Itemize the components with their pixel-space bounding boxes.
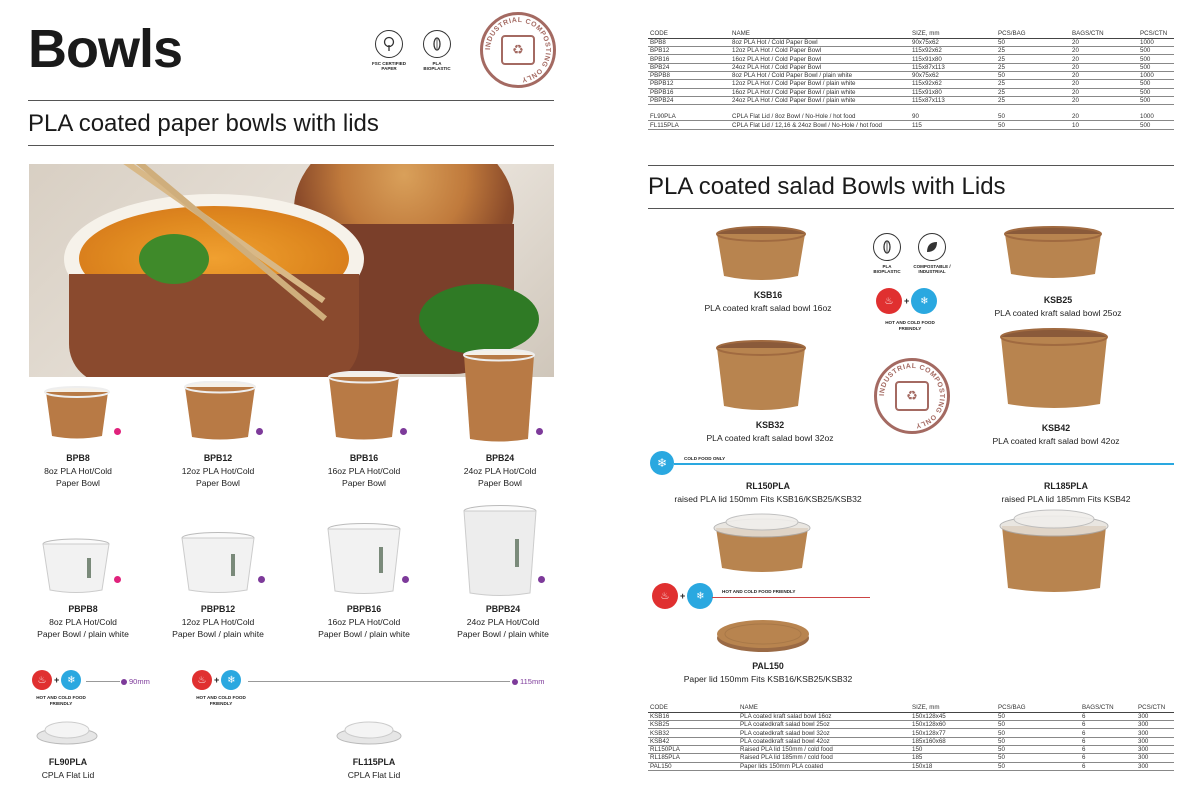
table-row (648, 88, 1174, 96)
hot-food-icon: ♨ (876, 288, 902, 314)
table-cell: 50 (996, 721, 1080, 729)
table-cell: 20 (1070, 63, 1138, 71)
product-desc: CPLA Flat Lid (347, 769, 401, 780)
plus-icon: + (904, 296, 910, 306)
plus-icon: + (680, 591, 686, 601)
table-cell: CPLA Flat Lid / 12,16 & 24oz Bowl / No-Hole / hot food (730, 121, 910, 129)
table-cell: 1000 (1138, 38, 1174, 46)
table-cell: BPB12 (648, 47, 730, 55)
table-cell: 16oz PLA Hot / Cold Paper Bowl / plain white (730, 88, 910, 96)
table-cell: 20 (1070, 88, 1138, 96)
col-header: PCS/BAG (996, 704, 1080, 712)
hot-food-icon: ♨ (652, 583, 678, 609)
corn-icon (423, 30, 451, 58)
product-bpb8 (28, 452, 128, 490)
product-pbpb24 (448, 603, 558, 641)
size-dot (256, 428, 263, 435)
table-cell: 300 (1136, 737, 1174, 745)
table-cell: 90x75x62 (910, 38, 996, 46)
table-row (648, 47, 1174, 55)
table-row (648, 745, 1174, 753)
table-row (648, 762, 1174, 770)
product-desc: CPLA Flat Lid (41, 769, 95, 780)
bowl-pbpb12-image (181, 532, 255, 594)
table-cell: 6 (1080, 762, 1136, 770)
product-desc: 12oz PLA Hot/Cold (181, 616, 255, 627)
table-cell: PLA coatedkraft salad bowl 42oz (738, 737, 910, 745)
fsc-cert-badge (372, 30, 406, 72)
hot-cold-badge (652, 583, 713, 609)
table-cell: 300 (1136, 721, 1174, 729)
table-cell: 50 (996, 38, 1070, 46)
table-cell: Raised PLA lid 185mm / cold food (738, 754, 910, 762)
col-header: SIZE, mm (910, 30, 996, 38)
table-cell: 20 (1070, 71, 1138, 79)
plus-icon: + (214, 675, 220, 685)
product-desc: raised PLA lid 150mm Fits KSB16/KSB25/KSB32 (674, 493, 862, 504)
table-cell: 6 (1080, 721, 1136, 729)
hot-food-icon: ♨ (32, 670, 52, 690)
table-row (648, 737, 1174, 745)
table-cell: 50 (996, 71, 1070, 79)
table-row (648, 80, 1174, 88)
col-header: PCS/CTN (1138, 30, 1174, 38)
table-cell: 50 (996, 121, 1070, 129)
compostable-cert-badge (912, 233, 952, 275)
table-cell: PAL150 (648, 762, 738, 770)
col-header: NAME (730, 30, 910, 38)
table-cell: BPB8 (648, 38, 730, 46)
table-cell: 1000 (1138, 113, 1174, 121)
product-pbpb16 (309, 603, 419, 641)
table-cell: BPB16 (648, 55, 730, 63)
product-code: KSB42 (1041, 423, 1071, 433)
cert-label: FSC CERTIFIED PAPER (372, 61, 407, 72)
table-row (648, 113, 1174, 121)
table-row (648, 754, 1174, 762)
size-tag-115 (512, 677, 544, 686)
table-cell: 150 (910, 745, 996, 753)
table-row (648, 38, 1174, 46)
raised-lid-185-image (998, 506, 1110, 596)
table-cell: 50 (996, 113, 1070, 121)
table-cell: 6 (1080, 729, 1136, 737)
stamp-text: INDUSTRIAL COMPOSTING ONLY (878, 362, 946, 429)
recycle-icon: ♻ (895, 381, 929, 411)
product-ksb25 (968, 294, 1148, 319)
product-fl90pla (18, 756, 118, 781)
table-cell: KSB25 (648, 721, 738, 729)
product-code: PBPB12 (200, 604, 236, 614)
table-row (648, 63, 1174, 71)
snowflake-icon: ❄ (650, 451, 674, 475)
plus-icon: + (54, 675, 60, 685)
snowflake-icon: ❄ (221, 670, 241, 690)
product-code: RL150PLA (746, 481, 790, 491)
table-cell: 20 (1070, 113, 1138, 121)
table-cell: Paper lids 150mm PLA coated (738, 762, 910, 770)
product-desc: 8oz PLA Hot/Cold (49, 616, 117, 627)
product-code: PBPB8 (68, 604, 98, 614)
product-desc: 8oz PLA Hot/Cold (44, 465, 112, 476)
product-desc: Paper Bowl (342, 478, 386, 489)
spec-table-salad (648, 704, 1174, 771)
table-row (648, 721, 1174, 729)
hot-cold-line (712, 597, 870, 598)
page-title: Bowls (28, 19, 183, 79)
product-fl115pla (324, 756, 424, 781)
table-cell: 24oz PLA Hot / Cold Paper Bowl / plain white (730, 96, 910, 104)
snowflake-icon: ❄ (687, 583, 713, 609)
recycle-icon: ♻ (501, 35, 535, 65)
product-code: BPB24 (485, 453, 515, 463)
divider (648, 165, 1174, 166)
product-code: RL185PLA (1044, 481, 1088, 491)
table-cell: 500 (1138, 47, 1174, 55)
table-cell: 50 (996, 762, 1080, 770)
size-dot-icon (121, 679, 127, 685)
product-pal150 (658, 660, 878, 685)
table-cell: 300 (1136, 745, 1174, 753)
table-spacer-row (648, 105, 1174, 113)
table-cell: 25 (996, 47, 1070, 55)
product-desc: 16oz PLA Hot/Cold (327, 616, 401, 627)
product-desc: raised PLA lid 185mm Fits KSB42 (1001, 493, 1131, 504)
size-dot (538, 576, 545, 583)
table-cell: PBPB12 (648, 80, 730, 88)
product-desc: PLA coated kraft salad bowl 25oz (994, 307, 1122, 318)
product-pbpb12 (163, 603, 273, 641)
product-desc: 24oz PLA Hot/Cold (463, 465, 537, 476)
size-dot (258, 576, 265, 583)
table-cell: BPB24 (648, 63, 730, 71)
table-cell: 6 (1080, 754, 1136, 762)
product-code: KSB16 (753, 290, 783, 300)
table-cell: 8oz PLA Hot / Cold Paper Bowl / plain white (730, 71, 910, 79)
table-cell: PBPB24 (648, 96, 730, 104)
table-cell: 115x87x113 (910, 96, 996, 104)
col-header: CODE (648, 30, 730, 38)
table-cell: 500 (1138, 55, 1174, 63)
table-cell: 50 (996, 737, 1080, 745)
product-desc: Paper lid 150mm Fits KSB16/KSB25/KSB32 (683, 673, 853, 684)
table-header-row (648, 704, 1174, 712)
product-desc: 12oz PLA Hot/Cold (181, 465, 255, 476)
section-title: PLA coated salad Bowls with Lids (648, 173, 1006, 200)
product-code: KSB25 (1043, 295, 1073, 305)
table-cell: 20 (1070, 47, 1138, 55)
size-dot-icon (512, 679, 518, 685)
table-cell: 50 (996, 729, 1080, 737)
table-cell: 12oz PLA Hot / Cold Paper Bowl (730, 47, 910, 55)
paper-lid-150-image (716, 614, 810, 654)
table-cell: PBPB16 (648, 88, 730, 96)
product-code: KSB32 (755, 420, 785, 430)
snowflake-icon: ❄ (911, 288, 937, 314)
col-header: BAGS/CTN (1070, 30, 1138, 38)
product-code: BPB12 (203, 453, 233, 463)
table-cell: 500 (1138, 96, 1174, 104)
hot-cold-badge (32, 670, 81, 690)
table-cell: PLA coatedkraft salad bowl 25oz (738, 721, 910, 729)
product-bpb12 (168, 452, 268, 490)
flat-lid-90-image (36, 718, 98, 746)
product-code: PAL150 (752, 661, 784, 671)
size-value: 90mm (129, 677, 150, 686)
table-cell: 50 (996, 745, 1080, 753)
product-rl185pla (976, 480, 1156, 505)
product-desc: PLA coated kraft salad bowl 32oz (706, 432, 834, 443)
pla-cert-badge (420, 30, 454, 72)
composting-stamp (874, 358, 950, 434)
product-ksb32 (680, 419, 860, 444)
product-desc: PLA coated kraft salad bowl 16oz (704, 302, 832, 313)
section-title: PLA coated paper bowls with lids (28, 110, 379, 137)
product-code: PBPB24 (485, 604, 521, 614)
table-cell: 20 (1070, 55, 1138, 63)
stamp-ring (874, 358, 950, 434)
size-line (86, 681, 120, 682)
salad-bowl-ksb25-image (1004, 226, 1102, 280)
table-cell: 25 (996, 63, 1070, 71)
table-cell: RL185PLA (648, 754, 738, 762)
table-cell: 300 (1136, 762, 1174, 770)
col-header: CODE (648, 704, 738, 712)
table-cell: Raised PLA lid 150mm / cold food (738, 745, 910, 753)
herbs (419, 284, 539, 354)
table-cell: 20 (1070, 80, 1138, 88)
hot-cold-label: HOT AND COLD FOOD FRIENDLY (196, 695, 246, 706)
bowl-bpb16-image (328, 371, 400, 441)
product-code: PBPB16 (346, 604, 382, 614)
product-desc: Paper Bowl / plain white (457, 629, 549, 640)
table-cell: 115x92x62 (910, 80, 996, 88)
table-cell: 24oz PLA Hot / Cold Paper Bowl (730, 63, 910, 71)
tree-icon (375, 30, 403, 58)
table-cell: 25 (996, 55, 1070, 63)
right-page (602, 0, 1204, 790)
cert-label: COMPOSTABLE / INDUSTRIAL (913, 264, 951, 275)
cilantro (139, 234, 209, 284)
table-cell: 25 (996, 80, 1070, 88)
product-desc: Paper Bowl (196, 478, 240, 489)
table-cell: 90x75x62 (910, 71, 996, 79)
table-cell: 8oz PLA Hot / Cold Paper Bowl (730, 38, 910, 46)
col-header: NAME (738, 704, 910, 712)
hot-cold-badge (192, 670, 241, 690)
bowl-pbpb16-image (327, 523, 401, 595)
snowflake-icon: ❄ (61, 670, 81, 690)
table-cell: 150x128x77 (910, 729, 996, 737)
table-cell: 300 (1136, 729, 1174, 737)
table-cell: 25 (996, 96, 1070, 104)
table-cell: 500 (1138, 121, 1174, 129)
svg-text:INDUSTRIAL COMPOSTING ONLY (485, 17, 551, 83)
hot-cold-label: HOT AND COLD FOOD FRIENDLY (885, 320, 935, 331)
stamp-text: INDUSTRIAL COMPOSTING ONLY (484, 16, 552, 83)
cert-label: PLA BIOPLASTIC (423, 61, 451, 72)
table-cell: 185x160x68 (910, 737, 996, 745)
product-desc: 24oz PLA Hot/Cold (466, 616, 540, 627)
product-desc: Paper Bowl (478, 478, 522, 489)
table-cell: 115x91x80 (910, 88, 996, 96)
table-row (648, 121, 1174, 129)
size-dot (114, 576, 121, 583)
table-cell: PLA coatedkraft salad bowl 32oz (738, 729, 910, 737)
table-row (648, 729, 1174, 737)
salad-bowl-ksb42-image (1000, 328, 1108, 410)
table-cell: 115x91x80 (910, 55, 996, 63)
table-cell: 50 (996, 712, 1080, 720)
divider (28, 100, 554, 101)
hot-cold-label: HOT AND COLD FOOD FRIENDLY (36, 695, 86, 706)
table-cell: PLA coated kraft salad bowl 16oz (738, 712, 910, 720)
divider (28, 145, 554, 146)
cold-food-label: COLD FOOD ONLY (684, 456, 726, 461)
table-cell: 150x18 (910, 762, 996, 770)
product-desc: 16oz PLA Hot/Cold (327, 465, 401, 476)
product-pbpb8 (28, 603, 138, 641)
product-desc: Paper Bowl / plain white (318, 629, 410, 640)
size-dot (400, 428, 407, 435)
size-dot (114, 428, 121, 435)
cert-label: PLA BIOPLASTIC (873, 264, 901, 275)
product-code: BPB16 (349, 453, 379, 463)
table-cell: 115x92x62 (910, 47, 996, 55)
table-cell: PBPB8 (648, 71, 730, 79)
table-cell: KSB42 (648, 737, 738, 745)
table-cell: FL90PLA (648, 113, 730, 121)
product-ksb42 (966, 422, 1146, 447)
table-cell: 185 (910, 754, 996, 762)
front-bowl-body (69, 274, 359, 377)
col-header: SIZE, mm (910, 704, 996, 712)
table-cell: 16oz PLA Hot / Cold Paper Bowl (730, 55, 910, 63)
spec-table-bowls (648, 30, 1174, 130)
bowl-bpb8-image (44, 386, 110, 440)
hot-cold-badge (876, 288, 937, 314)
size-line (248, 681, 510, 682)
table-cell: 50 (996, 754, 1080, 762)
product-code: BPB8 (66, 453, 90, 463)
product-bpb16 (314, 452, 414, 490)
bowl-pbpb24-image (463, 505, 537, 597)
hot-cold-label: HOT AND COLD FOOD FRIENDLY (722, 589, 796, 594)
leaf-icon (918, 233, 946, 261)
table-cell: 25 (996, 88, 1070, 96)
table-cell: 90 (910, 113, 996, 121)
table-cell: 115 (910, 121, 996, 129)
product-code: FL90PLA (48, 757, 88, 767)
corn-icon (873, 233, 901, 261)
hot-food-icon: ♨ (192, 670, 212, 690)
svg-text:INDUSTRIAL COMPOSTING ONLY (879, 363, 945, 429)
product-desc: PLA coated kraft salad bowl 42oz (992, 435, 1120, 446)
raised-lid-150-image (712, 510, 812, 574)
product-rl150pla (658, 480, 878, 505)
product-ksb16 (678, 289, 858, 314)
bowl-bpb12-image (184, 381, 256, 441)
table-cell: 115x87x113 (910, 63, 996, 71)
bowl-bpb24-image (463, 349, 535, 443)
table-cell: FL115PLA (648, 121, 730, 129)
table-cell: 1000 (1138, 71, 1174, 79)
table-row (648, 712, 1174, 720)
table-header-row (648, 30, 1174, 38)
bowl-pbpb8-image (42, 538, 110, 594)
table-cell: RL150PLA (648, 745, 738, 753)
noodle-bowls-photo (29, 164, 554, 377)
size-dot (402, 576, 409, 583)
product-desc: Paper Bowl (56, 478, 100, 489)
col-header: PCS/CTN (1136, 704, 1174, 712)
table-cell: 500 (1138, 63, 1174, 71)
table-cell: 500 (1138, 88, 1174, 96)
salad-bowl-ksb16-image (716, 226, 806, 282)
table-cell: 10 (1070, 121, 1138, 129)
table-row (648, 96, 1174, 104)
size-value: 115mm (520, 677, 545, 686)
product-bpb24 (450, 452, 550, 490)
table-cell: 300 (1136, 754, 1174, 762)
table-cell: 150x128x60 (910, 721, 996, 729)
pla-cert-badge (872, 233, 902, 275)
stamp-ring (480, 12, 556, 88)
size-dot (536, 428, 543, 435)
cold-line (674, 463, 1174, 465)
table-cell: CPLA Flat Lid / 8oz Bowl / No-Hole / hot food (730, 113, 910, 121)
table-cell: 300 (1136, 712, 1174, 720)
col-header: BAGS/CTN (1080, 704, 1136, 712)
product-desc: Paper Bowl / plain white (172, 629, 264, 640)
table-cell: 12oz PLA Hot / Cold Paper Bowl / plain white (730, 80, 910, 88)
col-header: PCS/BAG (996, 30, 1070, 38)
divider (648, 208, 1174, 209)
product-desc: Paper Bowl / plain white (37, 629, 129, 640)
table-cell: 500 (1138, 80, 1174, 88)
size-tag-90 (121, 677, 150, 686)
table-cell: KSB16 (648, 712, 738, 720)
flat-lid-115-image (336, 718, 402, 746)
table-cell: KSB32 (648, 729, 738, 737)
product-code: FL115PLA (352, 757, 396, 767)
table-row (648, 71, 1174, 79)
table-cell: 6 (1080, 712, 1136, 720)
salad-bowl-ksb32-image (716, 340, 806, 412)
table-row (648, 55, 1174, 63)
composting-stamp (480, 12, 556, 88)
table-cell: 150x128x45 (910, 712, 996, 720)
table-cell: 20 (1070, 38, 1138, 46)
table-cell: 6 (1080, 737, 1136, 745)
table-cell: 20 (1070, 96, 1138, 104)
table-cell: 6 (1080, 745, 1136, 753)
